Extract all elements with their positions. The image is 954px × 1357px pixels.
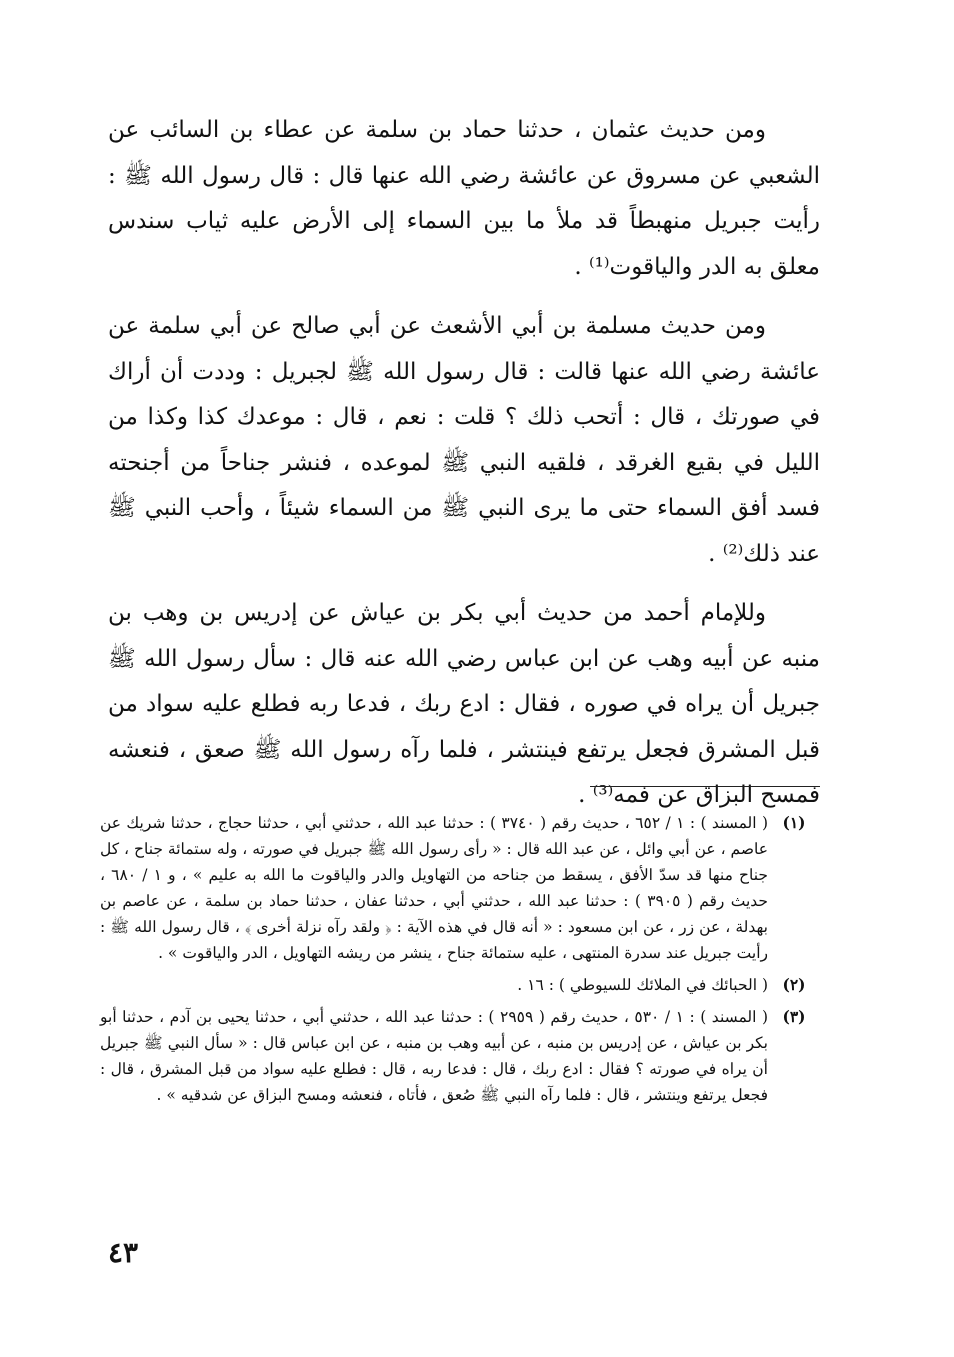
footnote-number: (١) [782,813,806,832]
main-text [108,108,820,833]
footnote-divider [590,786,820,787]
footnote-text: ( الحبائك في الملائك للسيوطي ) : ١٦ . [517,976,768,994]
footnote-text: ( المسند ) : ١ / ٦٥٢ ، حديث رقم ( ٣٧٤٠ ) : حدثنا عبد الله ، حدثني أبي ، حدثنا حجاج ، حدثنا شريك عن عاصم ، عن أبي وائل ، عن عبد الله قال : « رأى رسول الله ﷺ جبريل في صورته ، وله ستمائة جناح ، كل جناح منها قد سدّ الأفق ، يسقط من جناحه من التهاويل والدر والياقوت ما الله به عليم » ، و ١ / ٦٨٠ ، حديث رقم ( ٣٩٠٥ ) : حدثنا عبد الله ، حدثني أبي ، حدثنا عفان ، حدثنا حماد بن سلمة ، عن عاصم بن بهدلة ، عن زر ، عن ابن مسعود : « أنه قال في هذه الآية : ﴿ ولقد رآه نزلة أخرى ﴾ ، قال رسول الله ﷺ : رأيت جبريل عند سدرة المنتهى ، عليه ستمائة جناح ، ينشر من ريشه التهاويل ، الدر والياقوت » . [100,814,769,962]
footnotes [100,810,820,1114]
page-number: ٤٣ [108,1236,139,1269]
footnote-3 [100,1004,820,1108]
paragraph-3: وللإمام أحمد من حديث أبي بكر بن عياش عن إدريس بن وهب بن منبه عن أبيه وهب عن ابن عباس رضي الله عنه قال : سأل رسول الله ﷺ جبريل أن يراه في صوره ، فقال : ادع ربك ، فدعا ربه فطلع عليه سواد من قبل المشرق فجعل يرتفع فينتشر ، فلما رآه رسول الله ﷺ صعق ، فنعشه فمسح البزاق عن فمه⁽³⁾ . [108,600,820,808]
paragraph-2: ومن حديث مسلمة بن أبي الأشعث عن أبي صالح عن أبي سلمة عن عائشة رضي الله عنها قالت : قال رسول الله ﷺ لجبريل : وددت أن أراك في صورتك ، قال : أتحب ذلك ؟ قلت : نعم ، قال : موعدك كذا وكذا من الليل في بقيع الغرقد ، فلقيه النبي ﷺ لموعده ، فنشر جناحاً من أجنحته فسد أفق السماء حتى ما يرى النبي ﷺ من السماء شيئاً ، وأحب النبي ﷺ عند ذلك⁽²⁾ . [108,313,820,567]
paragraph-1: ومن حديث عثمان ، حدثنا حماد بن سلمة عن عطاء بن السائب عن الشعبي عن مسروق عن عائشة رضي الله عنها قال : قال رسول الله ﷺ : رأيت جبريل منهبطاً قد ملأ ما بين السماء إلى الأرض عليه ثياب سندس معلق به الدر والياقوت⁽¹⁾ . [108,117,820,280]
footnote-2 [100,972,820,998]
footnote-1 [100,810,820,966]
footnote-number: (٢) [782,975,806,994]
footnote-number: (٣) [782,1007,806,1026]
footnote-text: ( المسند ) : ١ / ٥٣٠ ، حديث رقم ( ٢٩٥٩ ) : حدثنا عبد الله ، حدثني أبي ، حدثنا يحيى بن آدم ، حدثنا أبو بكر بن عياش ، عن إدريس بن منبه ، عن أبيه وهب بن منبه ، عن ابن عباس قال : « سأل النبي ﷺ جبريل أن يراه في صورته ؟ فقال : ادع ربك ، قال : فدعا ربه ، قال : فطلع عليه سواد من قبل المشرق ، قال : فجعل يرتفع وينتشر ، قال : فلما رآه النبي ﷺ صُعق ، فأتاه ، فنعشه ومسح البزاق عن شدقيه » . [100,1008,768,1104]
